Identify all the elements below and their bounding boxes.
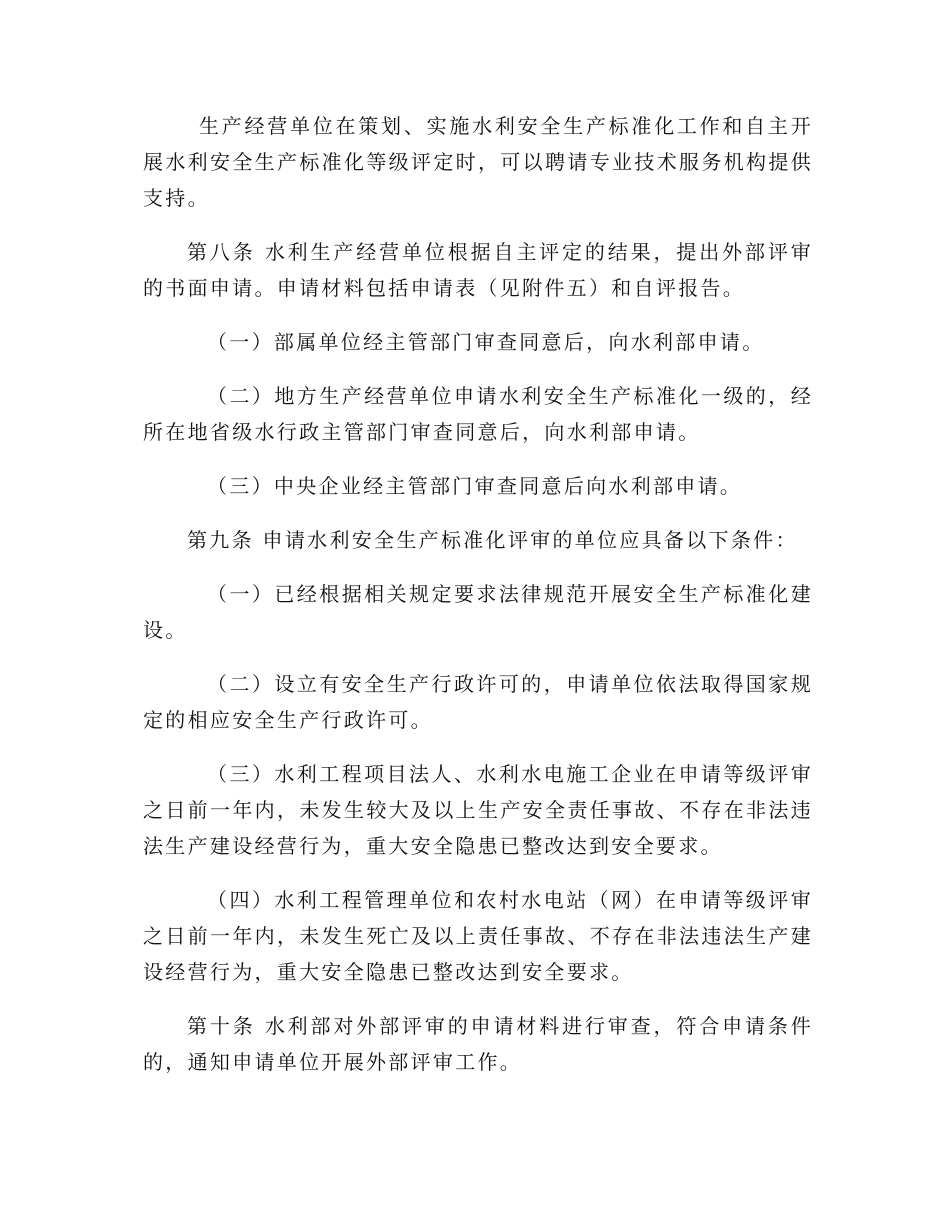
paragraph-article-9-item-1: （一）已经根据相关规定要求法律规范开展安全生产标准化建设。 [143,582,813,642]
paragraph-article-10: 第十条 水利部对外部评审的申请材料进行审查，符合申请条件的，通知申请单位开展外部评审工作。 [143,1014,813,1074]
paragraph-article-9: 第九条 申请水利安全生产标准化评审的单位应具备以下条件： [187,528,798,552]
paragraph-article-8: 第八条 水利生产经营单位根据自主评定的结果，提出外部评审的书面申请。申请材料包括申请表（见附件五）和自评报告。 [143,240,813,300]
document-body [143,108,813,1098]
paragraph-intro: 生产经营单位在策划、实施水利安全生产标准化工作和自主开展水利安全生产标准化等级评定时，可以聘请专业技术服务机构提供支持。 [143,114,813,210]
paragraph-article-9-item-3: （三）水利工程项目法人、水利水电施工企业在申请等级评审之日前一年内，未发生较大及以上生产安全责任事故、不存在非法违法生产建设经营行为，重大安全隐患已整改达到安全要求。 [143,762,813,858]
paragraph-article-9-item-2: （二）设立有安全生产行政许可的，申请单位依法取得国家规定的相应安全生产行政许可。 [143,672,813,732]
paragraph-article-9-item-4: （四）水利工程管理单位和农村水电站（网）在申请等级评审之日前一年内，未发生死亡及以上责任事故、不存在非法违法生产建设经营行为，重大安全隐患已整改达到安全要求。 [143,888,813,984]
paragraph-article-8-item-1: （一）部属单位经主管部门审查同意后，向水利部申请。 [207,330,765,354]
paragraph-article-8-item-2: （二）地方生产经营单位申请水利安全生产标准化一级的，经所在地省级水行政主管部门审查同意后，向水利部申请。 [143,384,813,444]
paragraph-article-8-item-3: （三）中央企业经主管部门审查同意后向水利部申请。 [207,474,743,498]
